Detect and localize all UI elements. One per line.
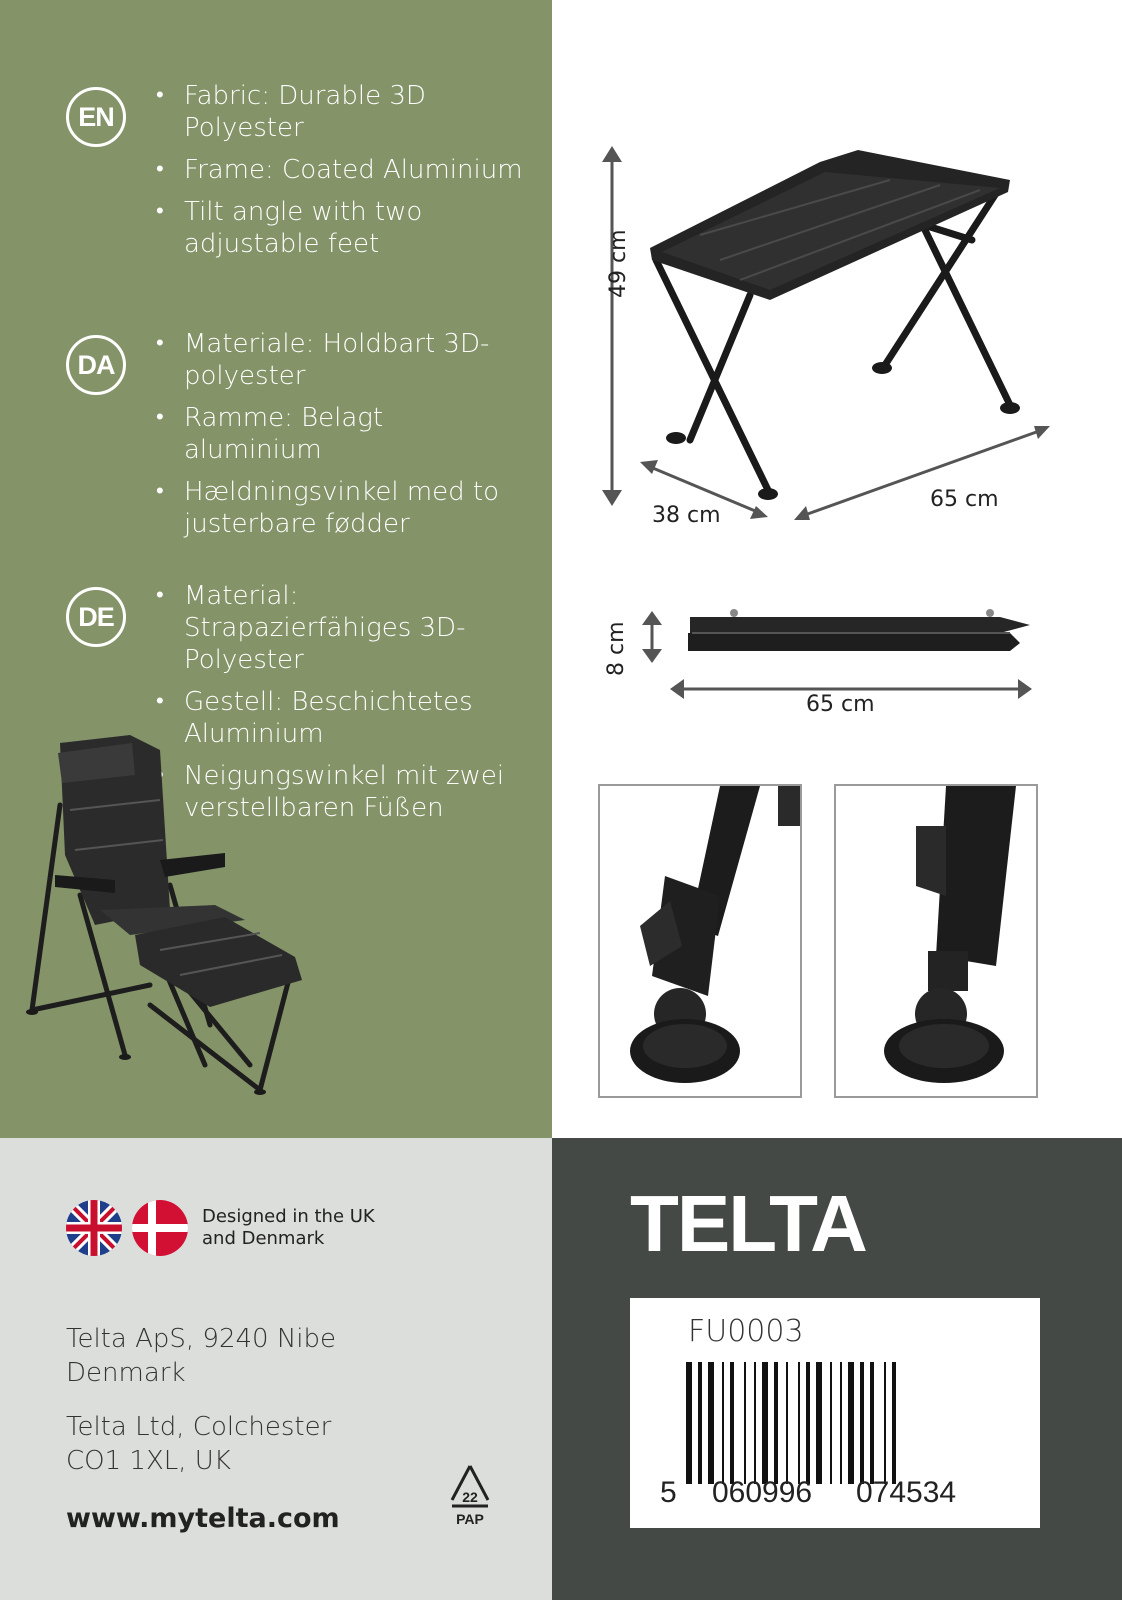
address-denmark: Telta ApS, 9240 Nibe Denmark: [66, 1324, 337, 1388]
language-badge-en: EN: [66, 87, 126, 147]
foot-detail-photo-2: [834, 784, 1038, 1098]
denmark-flag-icon: [132, 1200, 188, 1256]
barcode-bar: [798, 1362, 800, 1484]
barcode-bar: [860, 1362, 864, 1484]
language-badge-da: DA: [66, 335, 126, 395]
barcode-bar: [892, 1362, 896, 1484]
barcode-bar: [870, 1362, 874, 1484]
spec-item: • Material: Strapazierfähiges 3D-Polyester: [156, 580, 526, 676]
designed-in-text: Designed in the UK and Denmark: [202, 1206, 375, 1249]
spec-item: • Materiale: Holdbart 3D-polyester: [156, 328, 526, 392]
barcode-digit-left: 060996: [712, 1476, 813, 1509]
spec-item: • Fabric: Durable 3D Polyester: [156, 80, 526, 144]
barcode-bar: [698, 1362, 702, 1484]
product-label: [630, 1298, 1040, 1528]
footrest-dimension-drawing: [590, 140, 1070, 540]
width-dimension-label: 65 cm: [930, 487, 999, 512]
barcode-bar: [774, 1362, 778, 1484]
spec-item: • Ramme: Belagt aluminium: [156, 402, 526, 466]
uk-flag-icon: [66, 1200, 122, 1256]
folded-height-label: 8 cm: [604, 621, 629, 676]
recycling-code: PAP: [456, 1511, 484, 1527]
barcode: [686, 1362, 986, 1484]
barcode-bar: [722, 1362, 724, 1484]
barcode-bar: [816, 1362, 822, 1484]
spec-item: • Hældningsvinkel med to justerbare fødder: [156, 476, 526, 540]
brand-logo: TELTA: [630, 1179, 866, 1268]
sku-code: FU0003: [688, 1314, 804, 1349]
spec-list-da: [156, 328, 526, 550]
spec-item: • Tilt angle with two adjustable feet: [156, 196, 526, 260]
chair-with-footrest-image: [20, 735, 320, 1115]
spec-item: • Frame: Coated Aluminium: [156, 154, 526, 186]
barcode-bar: [830, 1362, 832, 1484]
language-badge-de: DE: [66, 587, 126, 647]
barcode-digit-right: 074534: [856, 1476, 957, 1509]
website-link[interactable]: www.mytelta.com: [66, 1503, 340, 1534]
spec-item: • Neigungswinkel mit zwei verstellbaren Füßen: [156, 760, 526, 824]
barcode-bar: [884, 1362, 886, 1484]
barcode-bar: [848, 1362, 854, 1484]
barcode-bar: [786, 1362, 788, 1484]
barcode-bar: [708, 1362, 714, 1484]
barcode-bar: [686, 1362, 692, 1484]
barcode-bar: [730, 1362, 734, 1484]
recycling-number: 22: [462, 1489, 478, 1505]
barcode-bar: [754, 1362, 756, 1484]
address-uk: Telta Ltd, Colchester CO1 1XL, UK: [66, 1412, 332, 1476]
foot-detail-photo-1: [598, 784, 802, 1098]
barcode-bar: [762, 1362, 768, 1484]
spec-list-en: [156, 80, 526, 270]
spec-item: • Gestell: Beschichtetes Aluminium: [156, 686, 526, 750]
depth-dimension-label: 38 cm: [652, 503, 721, 528]
folded-width-label: 65 cm: [806, 692, 875, 717]
barcode-bar: [806, 1362, 810, 1484]
barcode-bar: [840, 1362, 842, 1484]
barcode-digit-prefix: 5: [660, 1476, 677, 1509]
barcode-bar: [744, 1362, 746, 1484]
height-dimension-label: 49 cm: [606, 229, 631, 298]
